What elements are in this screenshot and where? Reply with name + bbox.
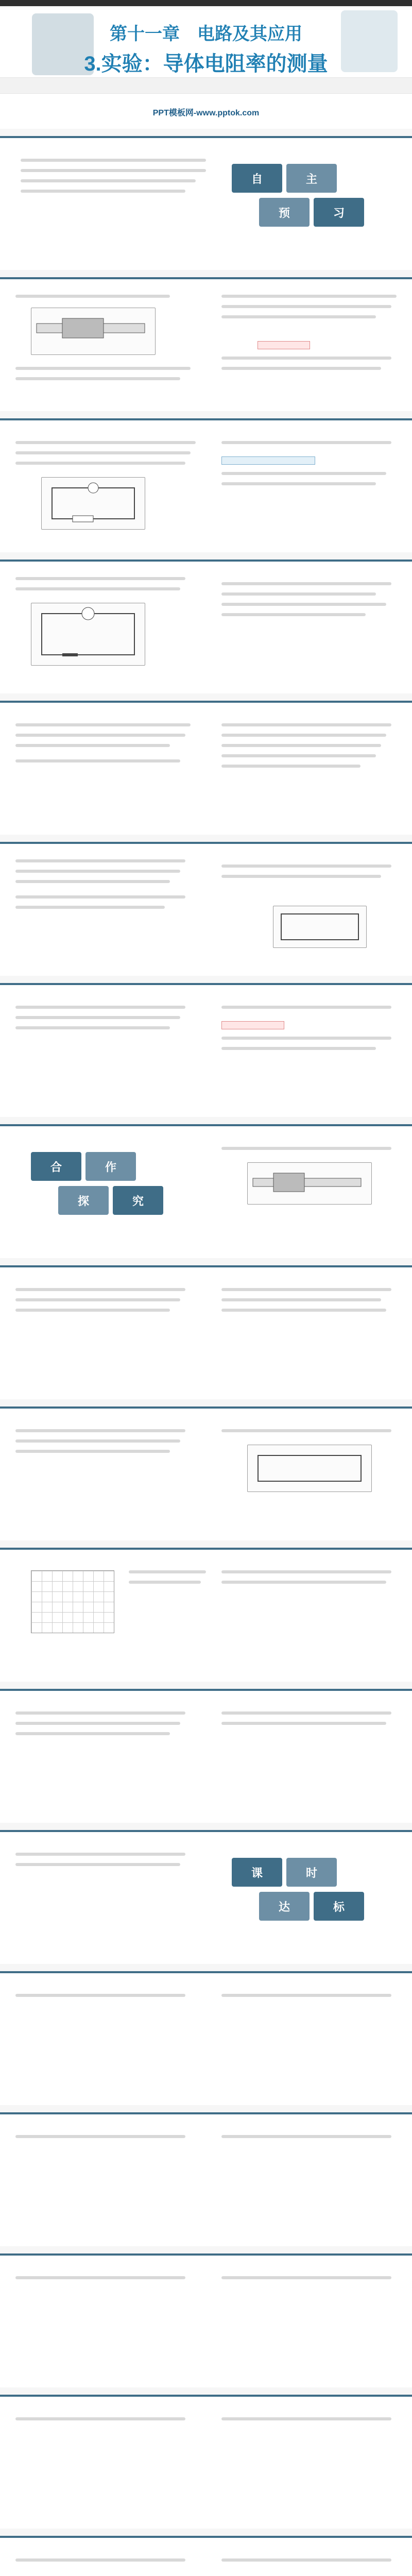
graph-grid (31, 1570, 114, 1633)
text-line (15, 2558, 185, 2562)
title-slide (0, 0, 412, 129)
slide-7 (0, 983, 412, 1121)
vernier-caliper-diagram (247, 1162, 372, 1205)
text-line (221, 723, 391, 726)
separator (0, 2105, 412, 2112)
separator (0, 2246, 412, 2253)
separator (0, 1682, 412, 1689)
text-line (221, 367, 381, 370)
text-line (221, 582, 391, 585)
chapter-title: 第十一章 电路及其应用 (110, 24, 302, 44)
text-line (21, 190, 185, 193)
card-zhu: 主 (286, 164, 337, 193)
lesson-title: 3.实验：导体电阻率的测量 (84, 53, 328, 75)
slide-1 (0, 136, 412, 274)
separator (0, 2529, 412, 2536)
text-line (129, 1581, 201, 1584)
text-line (221, 1711, 391, 1715)
slide-2 (0, 277, 412, 415)
separator (0, 1258, 412, 1265)
text-line (15, 1439, 180, 1443)
text-line (221, 1047, 376, 1050)
text-line (15, 2417, 185, 2420)
separator (0, 1540, 412, 1548)
text-line (221, 2558, 391, 2562)
text-line (15, 1429, 185, 1432)
card-zi: 自 (232, 164, 282, 193)
separator (0, 270, 412, 277)
text-line (15, 1450, 170, 1453)
text-line (15, 744, 170, 747)
card-xi: 习 (314, 198, 364, 227)
text-line (15, 859, 185, 862)
card-ke: 课 (232, 1858, 282, 1887)
slide-18 (0, 2536, 412, 2576)
slide-5 (0, 701, 412, 839)
text-line (221, 744, 381, 747)
separator (0, 552, 412, 560)
text-line (221, 1147, 391, 1150)
card-tan: 探 (58, 1186, 109, 1215)
text-line (221, 754, 376, 757)
circuit-diagram-icon (247, 1445, 372, 1492)
text-line (221, 295, 397, 298)
text-line (221, 2417, 391, 2420)
text-line (221, 305, 391, 308)
separator (0, 1399, 412, 1406)
highlight-box (221, 1021, 284, 1029)
text-line (15, 870, 180, 873)
text-line (15, 906, 165, 909)
text-line (15, 1732, 170, 1735)
text-line (15, 1298, 180, 1301)
text-line (15, 723, 191, 726)
text-line (221, 357, 391, 360)
separator (0, 976, 412, 983)
card-he: 合 (31, 1152, 81, 1181)
text-line (221, 1581, 386, 1584)
separator (0, 693, 412, 701)
vernier-caliper-diagram (31, 308, 156, 355)
text-line (221, 603, 386, 606)
text-line (221, 1570, 391, 1573)
text-line (15, 880, 170, 883)
slide-17 (0, 2395, 412, 2533)
text-line (221, 1994, 391, 1997)
highlight-box (221, 456, 315, 465)
separator (0, 411, 412, 418)
text-line (221, 865, 391, 868)
text-line (221, 2135, 391, 2138)
card-biao: 标 (314, 1892, 364, 1921)
text-line (15, 1309, 170, 1312)
text-line (221, 1288, 391, 1291)
text-line (15, 451, 191, 454)
text-line (21, 169, 206, 172)
text-line (221, 2276, 391, 2279)
text-line (221, 765, 360, 768)
highlight-box (258, 341, 310, 349)
slide-8 (0, 1124, 412, 1262)
text-line (221, 472, 386, 475)
text-line (221, 1722, 386, 1725)
separator (0, 1117, 412, 1124)
text-line (15, 1722, 180, 1725)
slide-16 (0, 2253, 412, 2392)
top-band (0, 0, 412, 6)
text-line (15, 1288, 185, 1291)
text-line (15, 2276, 185, 2279)
text-line (15, 1994, 185, 1997)
text-line (221, 592, 376, 596)
slide-12 (0, 1689, 412, 1827)
circuit-diagram-icon (273, 906, 367, 948)
text-line (15, 1016, 180, 1019)
slide-13 (0, 1830, 412, 1968)
text-line (221, 1037, 391, 1040)
card-group-hezuo (31, 1152, 144, 1224)
separator (0, 1964, 412, 1971)
slide-10 (0, 1406, 412, 1545)
text-line (221, 1298, 381, 1301)
slide-14 (0, 1971, 412, 2109)
text-line (21, 179, 196, 182)
slide-3 (0, 418, 412, 556)
separator (0, 2387, 412, 2395)
title-stripe (0, 77, 412, 94)
slide-9 (0, 1265, 412, 1403)
text-line (15, 295, 170, 298)
text-line (15, 367, 191, 370)
slide-11 (0, 1548, 412, 1686)
card-group-zizhu (232, 164, 345, 236)
brand-text: PPT模板网-www.pptok.com (152, 109, 260, 117)
card-group-keshi (232, 1858, 345, 1930)
text-line (15, 1711, 185, 1715)
text-line (15, 2135, 185, 2138)
text-line (15, 462, 185, 465)
text-line (15, 1863, 180, 1866)
slide-15 (0, 2112, 412, 2250)
text-line (15, 441, 196, 444)
card-yu: 预 (259, 198, 310, 227)
text-line (15, 1006, 185, 1009)
text-line (221, 875, 381, 878)
card-jiu: 究 (113, 1186, 163, 1215)
text-line (221, 441, 391, 444)
card-zuo: 作 (85, 1152, 136, 1181)
slide-4 (0, 560, 412, 698)
text-line (221, 315, 376, 318)
text-line (15, 895, 185, 899)
text-line (15, 377, 180, 380)
card-shi: 时 (286, 1858, 337, 1887)
separator (0, 129, 412, 136)
circuit-diagram-icon (41, 477, 145, 530)
text-line (221, 613, 366, 616)
text-line (221, 482, 376, 485)
text-line (221, 1429, 391, 1432)
text-line (15, 734, 185, 737)
circuit-diagram-icon (31, 603, 145, 666)
text-line (221, 734, 386, 737)
text-line (129, 1570, 206, 1573)
text-line (15, 759, 180, 762)
text-line (15, 1026, 170, 1029)
text-line (221, 1309, 386, 1312)
card-da: 达 (259, 1892, 310, 1921)
separator (0, 835, 412, 842)
text-line (15, 587, 180, 590)
slide-6 (0, 842, 412, 980)
text-line (21, 159, 206, 162)
text-line (15, 1853, 185, 1856)
separator (0, 1823, 412, 1830)
text-line (15, 577, 185, 580)
text-line (221, 1006, 391, 1009)
